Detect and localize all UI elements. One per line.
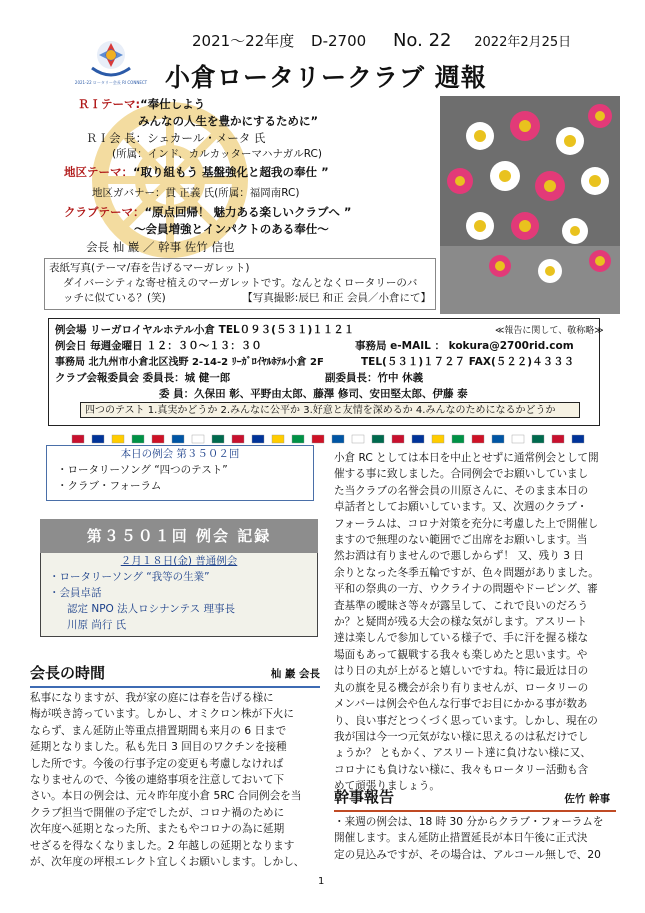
flag-icon <box>372 435 384 443</box>
ri-theme-line2: みんなの人生を豊かにするために” <box>138 114 319 128</box>
header-meta <box>192 30 571 51</box>
right_column-line: 達は楽しんで参加している様子で、手に汗を握る様な <box>334 632 589 645</box>
right_column-line: ょうか？ ともかく、アスリート達に負けない様に又、 <box>334 747 591 760</box>
district-governor: 地区ガバナー：貫 正義 氏(所属：福岡南RC) <box>92 187 300 199</box>
secretary_section-line: 開催します。まん延防止措置延長が本日午後に正式決 <box>334 832 588 845</box>
caption-line2: ッチに似ている？(笑) 【写真撮影:辰巳 和正 会員／小倉にて】 <box>63 292 431 304</box>
right_column-line: り、良い事だとつくづく思っています。しかし、現在の <box>334 714 598 727</box>
right_column-line: はり日の丸が上がると嬉しいですね。特に最近は日の <box>334 665 589 678</box>
today-title: 本日の例会 第３５０２回 <box>120 448 240 460</box>
flag-icon <box>292 435 304 443</box>
flag-icon <box>192 435 204 443</box>
right_column-line: コロナにも負けない様に、我々もロータリー活動も含 <box>334 763 589 776</box>
flag-icon <box>412 435 424 443</box>
cover-caption <box>44 258 436 310</box>
right_column-line: 査基準の曖昧さ等々が露呈して、これで良いのだろう <box>334 599 589 612</box>
info-email[interactable]: 事務局 e-MAIL ： kokura@2700rid.com <box>355 340 574 352</box>
page-number: 1 <box>318 876 325 887</box>
info-venue: 例会場 リーガロイヤルホテル小倉 TEL０９３(５３１)１１２１ <box>55 324 355 336</box>
header-date: 2022年2月25日 <box>474 35 572 50</box>
right_column-line: 丸の旗を見る機会が余り有りませんが、ロータリーの <box>334 681 589 694</box>
flag-icon <box>152 435 164 443</box>
record-item4: 川原 尚行 氏 <box>67 619 127 631</box>
president_section-line: が、次年度の坪根エレクト宜しくお願いします。しかし、 <box>30 856 305 869</box>
right_column-line: 場面もあって観戦する我々も楽しめたと思います。や <box>334 648 588 661</box>
president_section-line: ならず、まん延防止等重点措置期間も来月の 6 日まで <box>30 724 287 737</box>
right_column-line: か？と疑問が残る大会の様な気がします。アスリート <box>334 616 587 629</box>
flag-icon <box>472 435 484 443</box>
secretary-section-header <box>334 786 616 812</box>
info-meeting-day: 例会日 毎週金曜日 １２：３０～１３：３０ <box>55 340 262 352</box>
club-officers: 会長 杣 巖 ／ 幹事 佐竹 信也 <box>86 240 235 254</box>
president_section-line: 私事になりますが、我が家の庭には春を告げる様に <box>30 692 274 704</box>
four-way-test: 四つのテスト 1.真実かどうか 2.みんなに公平か 3.好意と友情を深めるか 4.みんなのためになるかどうか <box>80 402 580 418</box>
secretary-section-body <box>334 814 616 863</box>
flag-icon <box>172 435 184 443</box>
flag-icon <box>72 435 84 443</box>
flag-icon <box>392 435 404 443</box>
flag-icon <box>492 435 504 443</box>
info-report-note: ≪報告に関して、敬称略≫ <box>495 326 604 336</box>
ri-president: ＲＩ会 長：シェカール・メータ 氏 <box>86 131 266 145</box>
president-section-body <box>30 690 320 870</box>
president_section-line: 次年度へ延期となった所、またもやコロナの為に延期 <box>30 823 285 836</box>
info-office: 事務局 北九州市小倉北区浅野 2-14-2 ﾘｰｶﾞﾛｲﾔﾙﾎﾃﾙ小倉 2F <box>55 357 324 368</box>
info-tel-fax: TEL(５３１)１７２７ FAX(５２２)４３３３ <box>361 356 575 368</box>
flag-strip <box>72 428 592 436</box>
secretary-section-rule <box>334 810 616 812</box>
district-theme: 地区テーマ：“取り組もう 基盤強化と超我の奉仕 ” <box>64 165 329 179</box>
flag-icon <box>452 435 464 443</box>
svg-text:2021-22 ロータリー会長 RI CONNECT: 2021-22 ロータリー会長 RI CONNECT <box>74 80 148 85</box>
record-item2: ・会員卓話 <box>49 587 102 599</box>
info-committee: クラブ会報委員会 委員長：城 健一郎 <box>55 372 231 384</box>
flag-icon <box>112 435 124 443</box>
secretary-section-title: 幹事報告 <box>334 788 395 806</box>
president_section-line: なりませんので、今後の連絡事項を注意しておいて下 <box>30 774 285 787</box>
caption-credit: 【写真撮影:辰巳 和正 会員／小倉にて】 <box>242 292 431 304</box>
president-section-header <box>30 662 320 688</box>
flag-icon <box>572 435 584 443</box>
club-theme-line1: クラブテーマ：“原点回帰！ 魅力ある楽しいクラブへ ” <box>64 205 352 219</box>
header-issue-no: No. 22 <box>392 30 452 51</box>
right-column-text <box>334 450 616 795</box>
club-theme-line2: ～会員増強とインパクトのある奉仕～ <box>134 222 329 236</box>
flag-icon <box>552 435 564 443</box>
info-vice-chair: 副委員長：竹中 休義 <box>325 372 424 384</box>
club-logo <box>74 38 148 86</box>
secretary_section-line: 定の見込みですが、その場合は、アルコール無しで、20 <box>334 848 601 861</box>
president_section-line: クラブ担当で開催の予定でしたが、コロナ禍のために <box>30 806 285 819</box>
right_column-line: 催する事に致しました。合同例会でお願いしていまし <box>334 468 589 481</box>
record-date: ２月１８日(金) 普通例会 <box>120 555 238 567</box>
flag-icon <box>232 435 244 443</box>
president_section-line: 梅が咲き誇っています。しかし、オミクロン株が下火に <box>30 708 294 721</box>
ri-president-org: (所属：インド、カルカッターマハナガルRC) <box>112 148 322 160</box>
info-members: 委 員：久保田 彰、平野由太郎、藤澤 修司、安田堅太郎、伊藤 泰 <box>159 388 468 400</box>
right_column-line: 然お酒は有りませんので悪しからず！ 又、残り 3 日 <box>334 550 584 563</box>
right_column-line: めて頑張りましょう。 <box>334 780 440 793</box>
flag-icon <box>352 435 364 443</box>
flag-icon <box>432 435 444 443</box>
flag-icon <box>132 435 144 443</box>
flag-icon <box>92 435 104 443</box>
today-item2: ・クラブ・フォーラム <box>57 480 162 492</box>
caption-title: 表紙写真(テーマ/春を告げるマーガレット) <box>49 262 250 274</box>
flag-icon <box>312 435 324 443</box>
header-district: D-2700 <box>311 32 367 50</box>
president_section-line: 延期となりました。私も先日 3 回目のワクチンを接種 <box>30 741 287 754</box>
right_column-line: 余りとなった冬季五輪ですが、色々問題がありました。 <box>334 566 599 579</box>
president_section-line: せざるを得なくなりました。2 年越しの延期となります <box>30 839 295 852</box>
flag-icon <box>532 435 544 443</box>
president_section-line: した所です。今後の行事予定の変更も考慮しなければ <box>30 757 284 770</box>
flag-icon <box>212 435 224 443</box>
president-section-rule <box>30 686 320 688</box>
president_section-line: さい。本日の例会は、元々昨年度小倉 5RC 合同例会を当 <box>30 790 302 803</box>
ri-theme-line1: ＲＩテーマ:“奉仕しよう <box>78 97 206 111</box>
today-meeting-box <box>46 445 314 501</box>
page-title: 小倉ロータリークラブ 週報 <box>165 63 487 92</box>
president-section-title: 会長の時間 <box>30 664 106 682</box>
right_column-line: 平和の祭典の一方、ウクライナの問題やドーピング、審 <box>334 583 598 596</box>
flag-icon <box>512 435 524 443</box>
right_column-line: 我が国は今一つ元気がない様に思えるのは私だけでし <box>334 730 589 743</box>
right_column-line: フォーラムは、コロナ対策を充分に考慮した上で開催し <box>334 517 599 530</box>
right_column-line: メンバーは例会や色んな行事でお目にかかる事が数あ <box>334 698 588 711</box>
caption-line1: ダイバーシティな寄せ植えのマーガレットです。なんとなくロータリーのバ <box>63 277 418 289</box>
header-year: 2021～22年度 <box>192 32 295 50</box>
meeting-record-body <box>40 553 318 637</box>
right_column-line: ますので無理のない範囲でご出席をお願いします。当 <box>334 534 588 547</box>
flag-icon <box>332 435 344 443</box>
record-item3: 認定 NPO 法人ロシナンテス 理事長 <box>67 603 236 615</box>
right_column-line: 小倉 RC としては本日を中止とせずに通常例会として開 <box>334 452 599 464</box>
secretary_section-line: ・来週の例会は、18 時 30 分からクラブ・フォーラムを <box>334 816 604 828</box>
right_column-line: 卓話者としてお願いしています。又、次週のクラブ・ <box>334 501 588 514</box>
flag-icon <box>272 435 284 443</box>
meeting-record-heading: 第３５０１回 例会 記録 <box>40 519 318 553</box>
secretary-section-author: 佐竹 幹事 <box>564 793 610 805</box>
today-item1: ・ロータリーソング “四つのテスト” <box>57 464 228 476</box>
flag-icon <box>252 435 264 443</box>
president-section-author: 杣 巖 会長 <box>270 668 320 680</box>
record-item1: ・ロータリーソング “我等の生業” <box>49 571 210 583</box>
cover-photo <box>440 96 620 314</box>
right_column-line: た当クラブの名誉会員の川原さんに、そのまま本日の <box>334 484 589 497</box>
